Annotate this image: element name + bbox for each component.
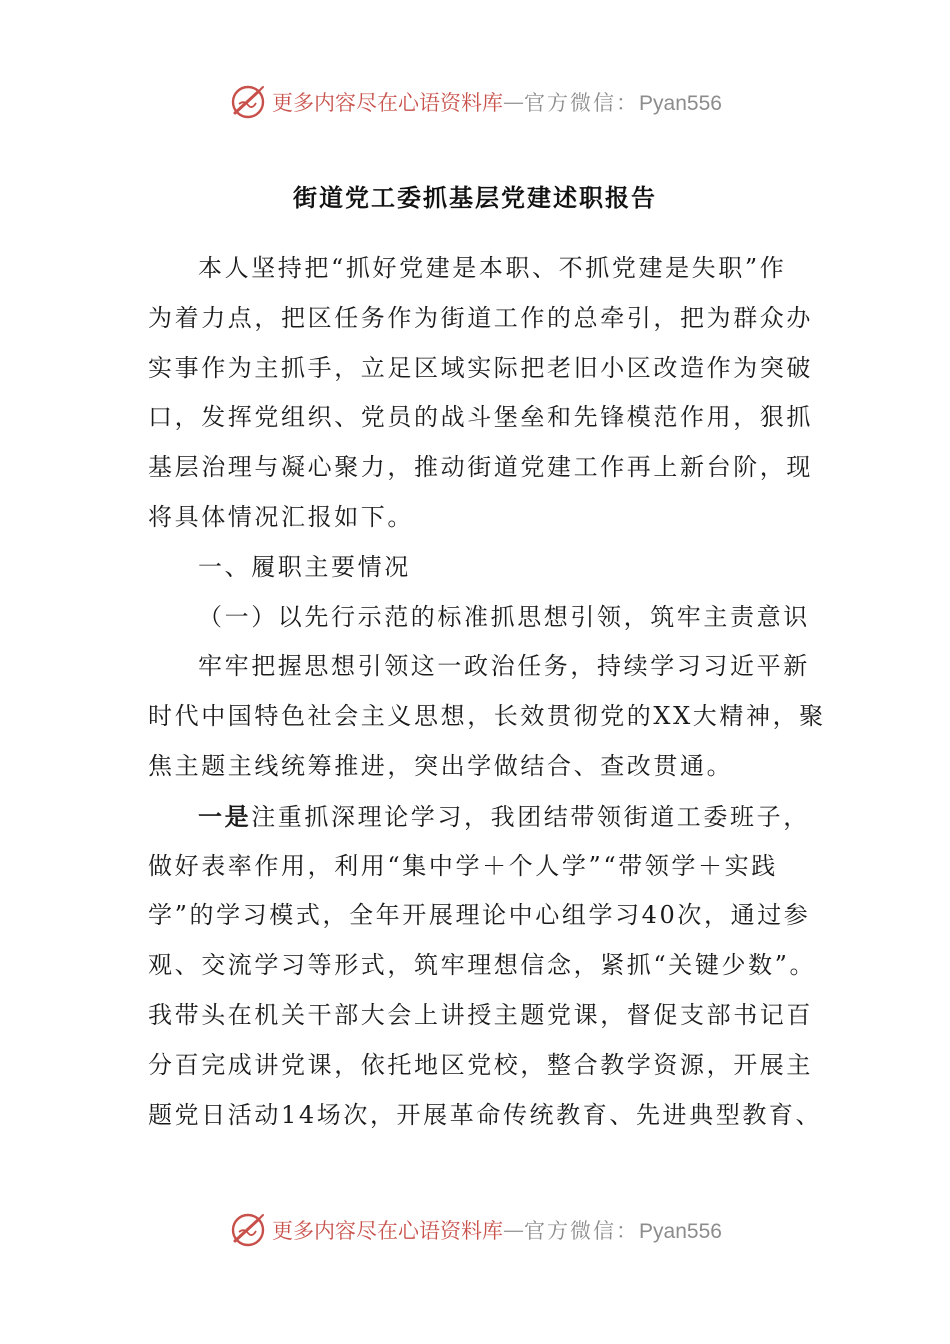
paragraph-line-rest: 注重抓深理论学习，我团结带领街道工委班子， xyxy=(251,802,810,831)
watermark-wechat-id: Pyan556 xyxy=(639,92,722,115)
watermark-wechat-id: Pyan556 xyxy=(639,1220,722,1243)
pen-logo-icon xyxy=(228,82,268,122)
paragraph-line: 我带头在机关干部大会上讲授主题党课，督促支部书记百 xyxy=(148,1000,813,1029)
watermark-banner-bottom xyxy=(0,1208,950,1252)
watermark-site-text: 更多内容尽在心语资料库 xyxy=(272,91,504,115)
watermark-dash: — xyxy=(503,90,525,114)
section-heading: 一、履职主要情况 xyxy=(198,552,411,581)
document-body xyxy=(148,244,826,1140)
paragraph-line: 口，发挥党组织、党员的战斗堡垒和先锋模范作用，狠抓 xyxy=(148,403,813,432)
paragraph-line: 本人坚持把“抓好党建是本职、不抓党建是失职”作 xyxy=(198,254,787,282)
watermark-dash: — xyxy=(503,1218,525,1242)
paragraph-line: 学”的学习模式，全年开展理论中心组学习40次，通过参 xyxy=(148,901,811,930)
paragraph-line: 牢牢把握思想引领这一政治任务，持续学习习近平新 xyxy=(198,652,810,681)
pen-logo-icon xyxy=(228,1210,268,1250)
watermark-wechat-label: 官方微信： xyxy=(524,91,640,115)
paragraph-line: 观、交流学习等形式，筑牢理想信念，紧抓“关键少数”。 xyxy=(148,951,817,980)
paragraph-line: 基层治理与凝心聚力，推动街道党建工作再上新台阶，现 xyxy=(148,453,813,482)
watermark-wechat-label: 官方微信： xyxy=(524,1219,640,1243)
watermark-wechat xyxy=(524,87,722,117)
watermark-wechat xyxy=(524,1215,722,1245)
paragraph-line: 题党日活动14场次，开展革命传统教育、先进典型教育、 xyxy=(148,1100,823,1129)
paragraph-line: 将具体情况汇报如下。 xyxy=(148,502,414,531)
paragraph-line: 实事作为主抓手，立足区域实际把老旧小区改造作为突破 xyxy=(148,353,813,382)
paragraph-line: 时代中国特色社会主义思想，长效贯彻党的XX大精神，聚 xyxy=(148,702,826,731)
paragraph-line: 为着力点，把区任务作为街道工作的总牵引，把为群众办 xyxy=(148,303,813,332)
watermark-banner-top xyxy=(0,80,950,124)
paragraph-line-with-lead xyxy=(148,792,810,842)
paragraph-line: 做好表率作用，利用“集中学＋个人学”“带领学＋实践 xyxy=(148,851,778,880)
subsection-heading: （一）以先行示范的标准抓思想引领，筑牢主责意识 xyxy=(198,602,810,631)
watermark-site-text: 更多内容尽在心语资料库 xyxy=(272,1219,504,1243)
document-title: 街道党工委抓基层党建述职报告 xyxy=(293,183,657,212)
paragraph-line: 焦主题主线统筹推进，突出学做结合、查改贯通。 xyxy=(148,751,734,780)
lead-bold-text: 一是 xyxy=(198,801,252,831)
paragraph-line: 分百完成讲党课，依托地区党校，整合教学资源，开展主 xyxy=(148,1050,813,1079)
